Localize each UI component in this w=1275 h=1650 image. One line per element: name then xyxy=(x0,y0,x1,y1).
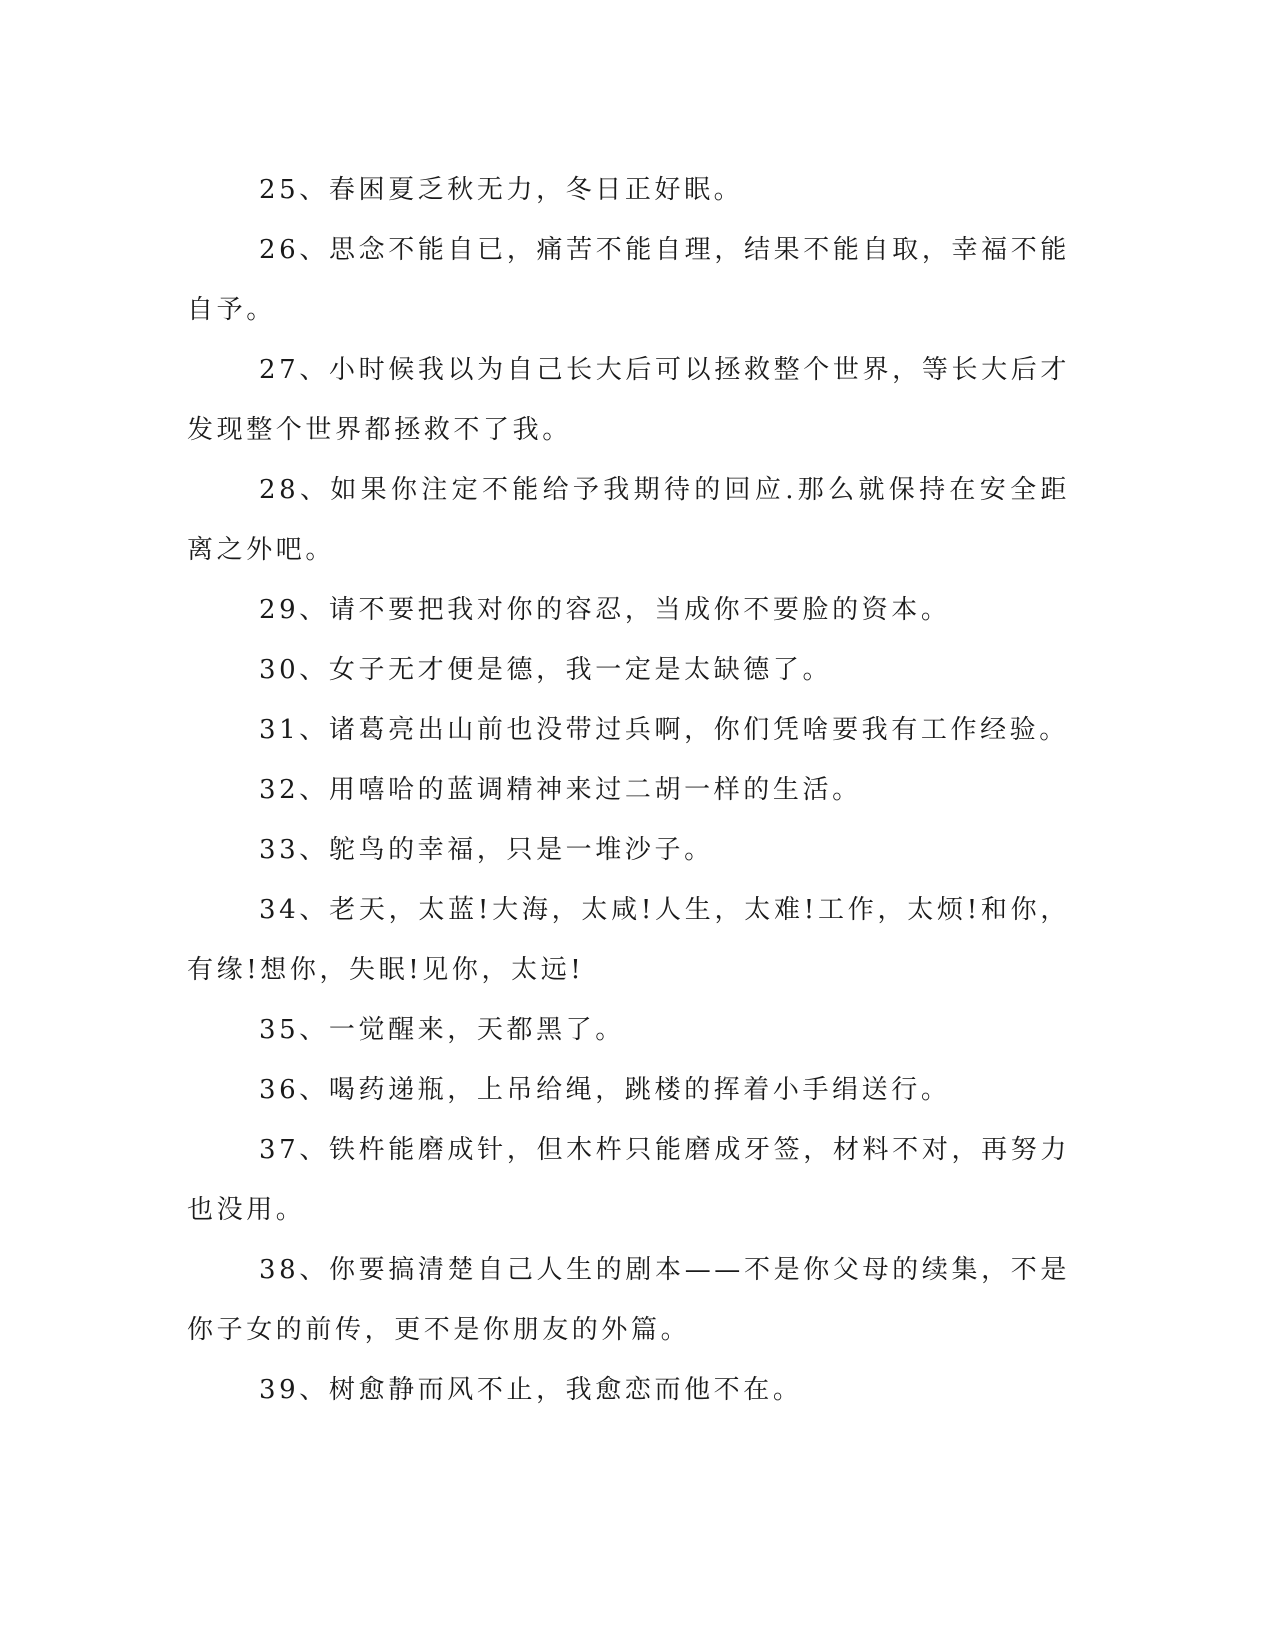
paragraph-31: 31、诸葛亮出山前也没带过兵啊，你们凭啥要我有工作经验。 xyxy=(259,715,1069,745)
paragraph-34: 34、老天，太蓝!大海，太咸!人生，太难!工作，太烦!和你，有缘!想你，失眠!见你，太远! xyxy=(187,895,1070,985)
paragraph-37: 37、铁杵能磨成针，但木杵只能磨成牙签，材料不对，再努力也没用。 xyxy=(187,1135,1070,1225)
paragraph-39: 39、树愈静而风不止，我愈恋而他不在。 xyxy=(259,1375,803,1405)
document-body xyxy=(187,160,1070,1420)
paragraph-32: 32、用嘻哈的蓝调精神来过二胡一样的生活。 xyxy=(259,775,862,805)
paragraph-36: 36、喝药递瓶，上吊给绳，跳楼的挥着小手绢送行。 xyxy=(259,1075,951,1105)
paragraph-26: 26、思念不能自已，痛苦不能自理，结果不能自取，幸福不能自予。 xyxy=(187,235,1070,325)
paragraph-25: 25、春困夏乏秋无力，冬日正好眠。 xyxy=(259,175,744,205)
paragraph-33: 33、鸵鸟的幸福，只是一堆沙子。 xyxy=(259,835,714,865)
paragraph-30: 30、女子无才便是德，我一定是太缺德了。 xyxy=(259,655,833,685)
paragraph-35: 35、一觉醒来，天都黑了。 xyxy=(259,1015,625,1045)
paragraph-27: 27、小时候我以为自己长大后可以拯救整个世界，等长大后才发现整个世界都拯救不了我。 xyxy=(187,355,1070,445)
paragraph-29: 29、请不要把我对你的容忍，当成你不要脸的资本。 xyxy=(259,595,951,625)
paragraph-38: 38、你要搞清楚自己人生的剧本——不是你父母的续集，不是你子女的前传，更不是你朋友的外篇。 xyxy=(187,1255,1070,1345)
paragraph-28: 28、如果你注定不能给予我期待的回应.那么就保持在安全距离之外吧。 xyxy=(187,475,1070,565)
